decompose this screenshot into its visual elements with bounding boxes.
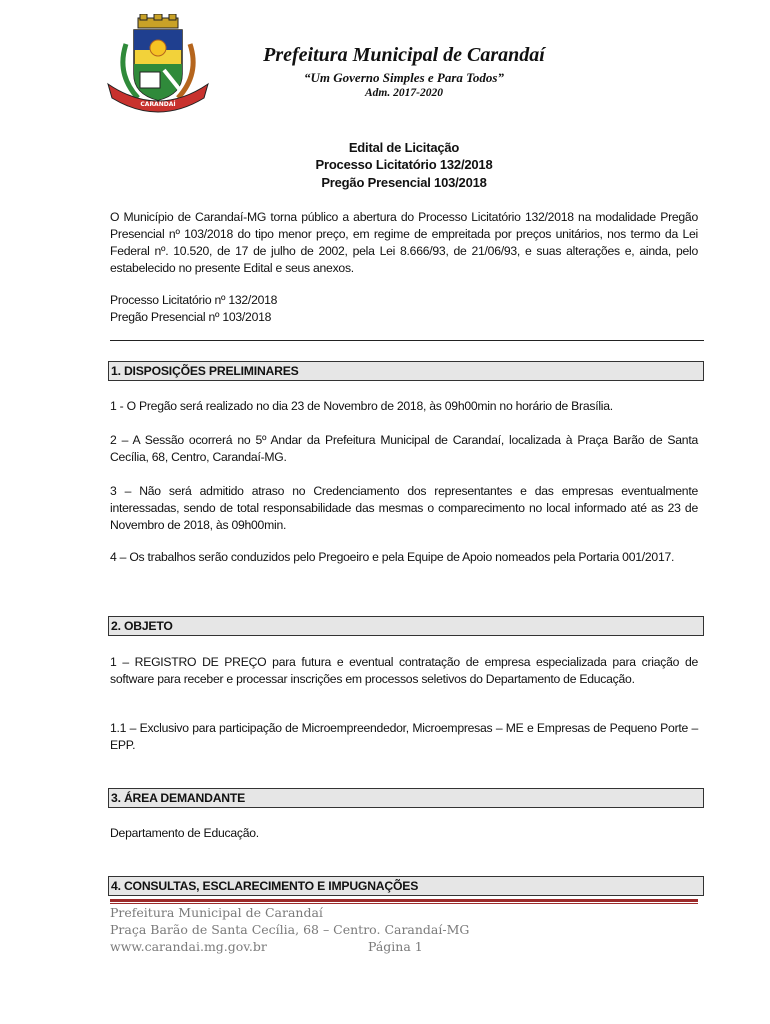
section-heading-preliminares: 1. DISPOSIÇÕES PRELIMINARES <box>108 361 704 381</box>
section-heading-objeto: 2. OBJETO <box>108 616 704 636</box>
process-reference: Processo Licitatório nº 132/2018 <box>110 293 278 307</box>
process-number-title: Processo Licitatório 132/2018 <box>315 157 493 172</box>
footer-municipality: Prefeitura Municipal de Carandaí <box>110 905 323 920</box>
footer-rule-thick <box>110 899 698 902</box>
section-heading-area-demandante: 3. ÁREA DEMANDANTE <box>108 788 704 808</box>
section1-item2: 2 – A Sessão ocorrerá no 5º Andar da Prefeitura Municipal de Carandaí, localizada à Praça Barão de Santa Cecília, 68, Centro, Carandaí-MG. <box>110 433 698 464</box>
document-title: Edital de Licitação <box>348 140 460 155</box>
footer-website[interactable]: www.carandai.mg.gov.br <box>110 939 267 954</box>
auction-reference: Pregão Presencial nº 103/2018 <box>110 310 272 324</box>
section1-item3: 3 – Não será admitido atraso no Credenciamento dos representantes e das empresas eventualmente interessadas, sendo de total responsabilidade das mesmas o comparecimento no local informado até as 23 de Novembro de 2018, às 09h00min. <box>110 484 698 532</box>
section3-text: Departamento de Educação. <box>110 826 259 840</box>
footer-address: Praça Barão de Santa Cecília, 68 – Centro. Carandaí-MG <box>110 922 470 937</box>
section2-item1-1: 1.1 – Exclusivo para participação de Microempreendedor, Microempresas – ME e Empresas de Pequeno Porte – EPP. <box>110 721 698 752</box>
coat-of-arms-logo <box>104 14 212 114</box>
page-number: Página 1 <box>368 939 423 954</box>
footer-rule-thin <box>110 903 698 904</box>
section1-item4: 4 – Os trabalhos serão conduzidos pelo Pregoeiro e pela Equipe de Apoio nomeados pela Portaria 001/2017. <box>110 550 675 564</box>
municipality-title: Prefeitura Municipal de Carandaí <box>263 44 545 66</box>
separator-line <box>110 340 704 341</box>
administration-period: Adm. 2017-2020 <box>365 87 443 99</box>
auction-number-title: Pregão Presencial 103/2018 <box>321 175 487 190</box>
section-heading-consultas: 4. CONSULTAS, ESCLARECIMENTO E IMPUGNAÇÕES <box>108 876 704 896</box>
slogan: “Um Governo Simples e Para Todos” <box>304 70 504 85</box>
crest-ribbon-text: CARANDAÍ <box>140 101 176 108</box>
section2-item1: 1 – REGISTRO DE PREÇO para futura e eventual contratação de empresa especializada para criação de software para receber e processar inscrições em processos seletivos do Departamento de Educação. <box>110 655 698 686</box>
section1-item1: 1 - O Pregão será realizado no dia 23 de Novembro de 2018, às 09h00min no horário de Brasília. <box>110 399 613 413</box>
intro-paragraph: O Município de Carandaí-MG torna público a abertura do Processo Licitatório 132/2018 na modalidade Pregão Presencial nº 103/2018 do tipo menor preço, em regime de empreitada por preços unitários, nos termo da Lei Federal nº. 10.520, de 17 de julho de 2002, pela Lei 8.666/93, de 21/06/93, e suas alterações e, ainda, pelo estabelecido no presente Edital e seus anexos. <box>110 210 698 275</box>
